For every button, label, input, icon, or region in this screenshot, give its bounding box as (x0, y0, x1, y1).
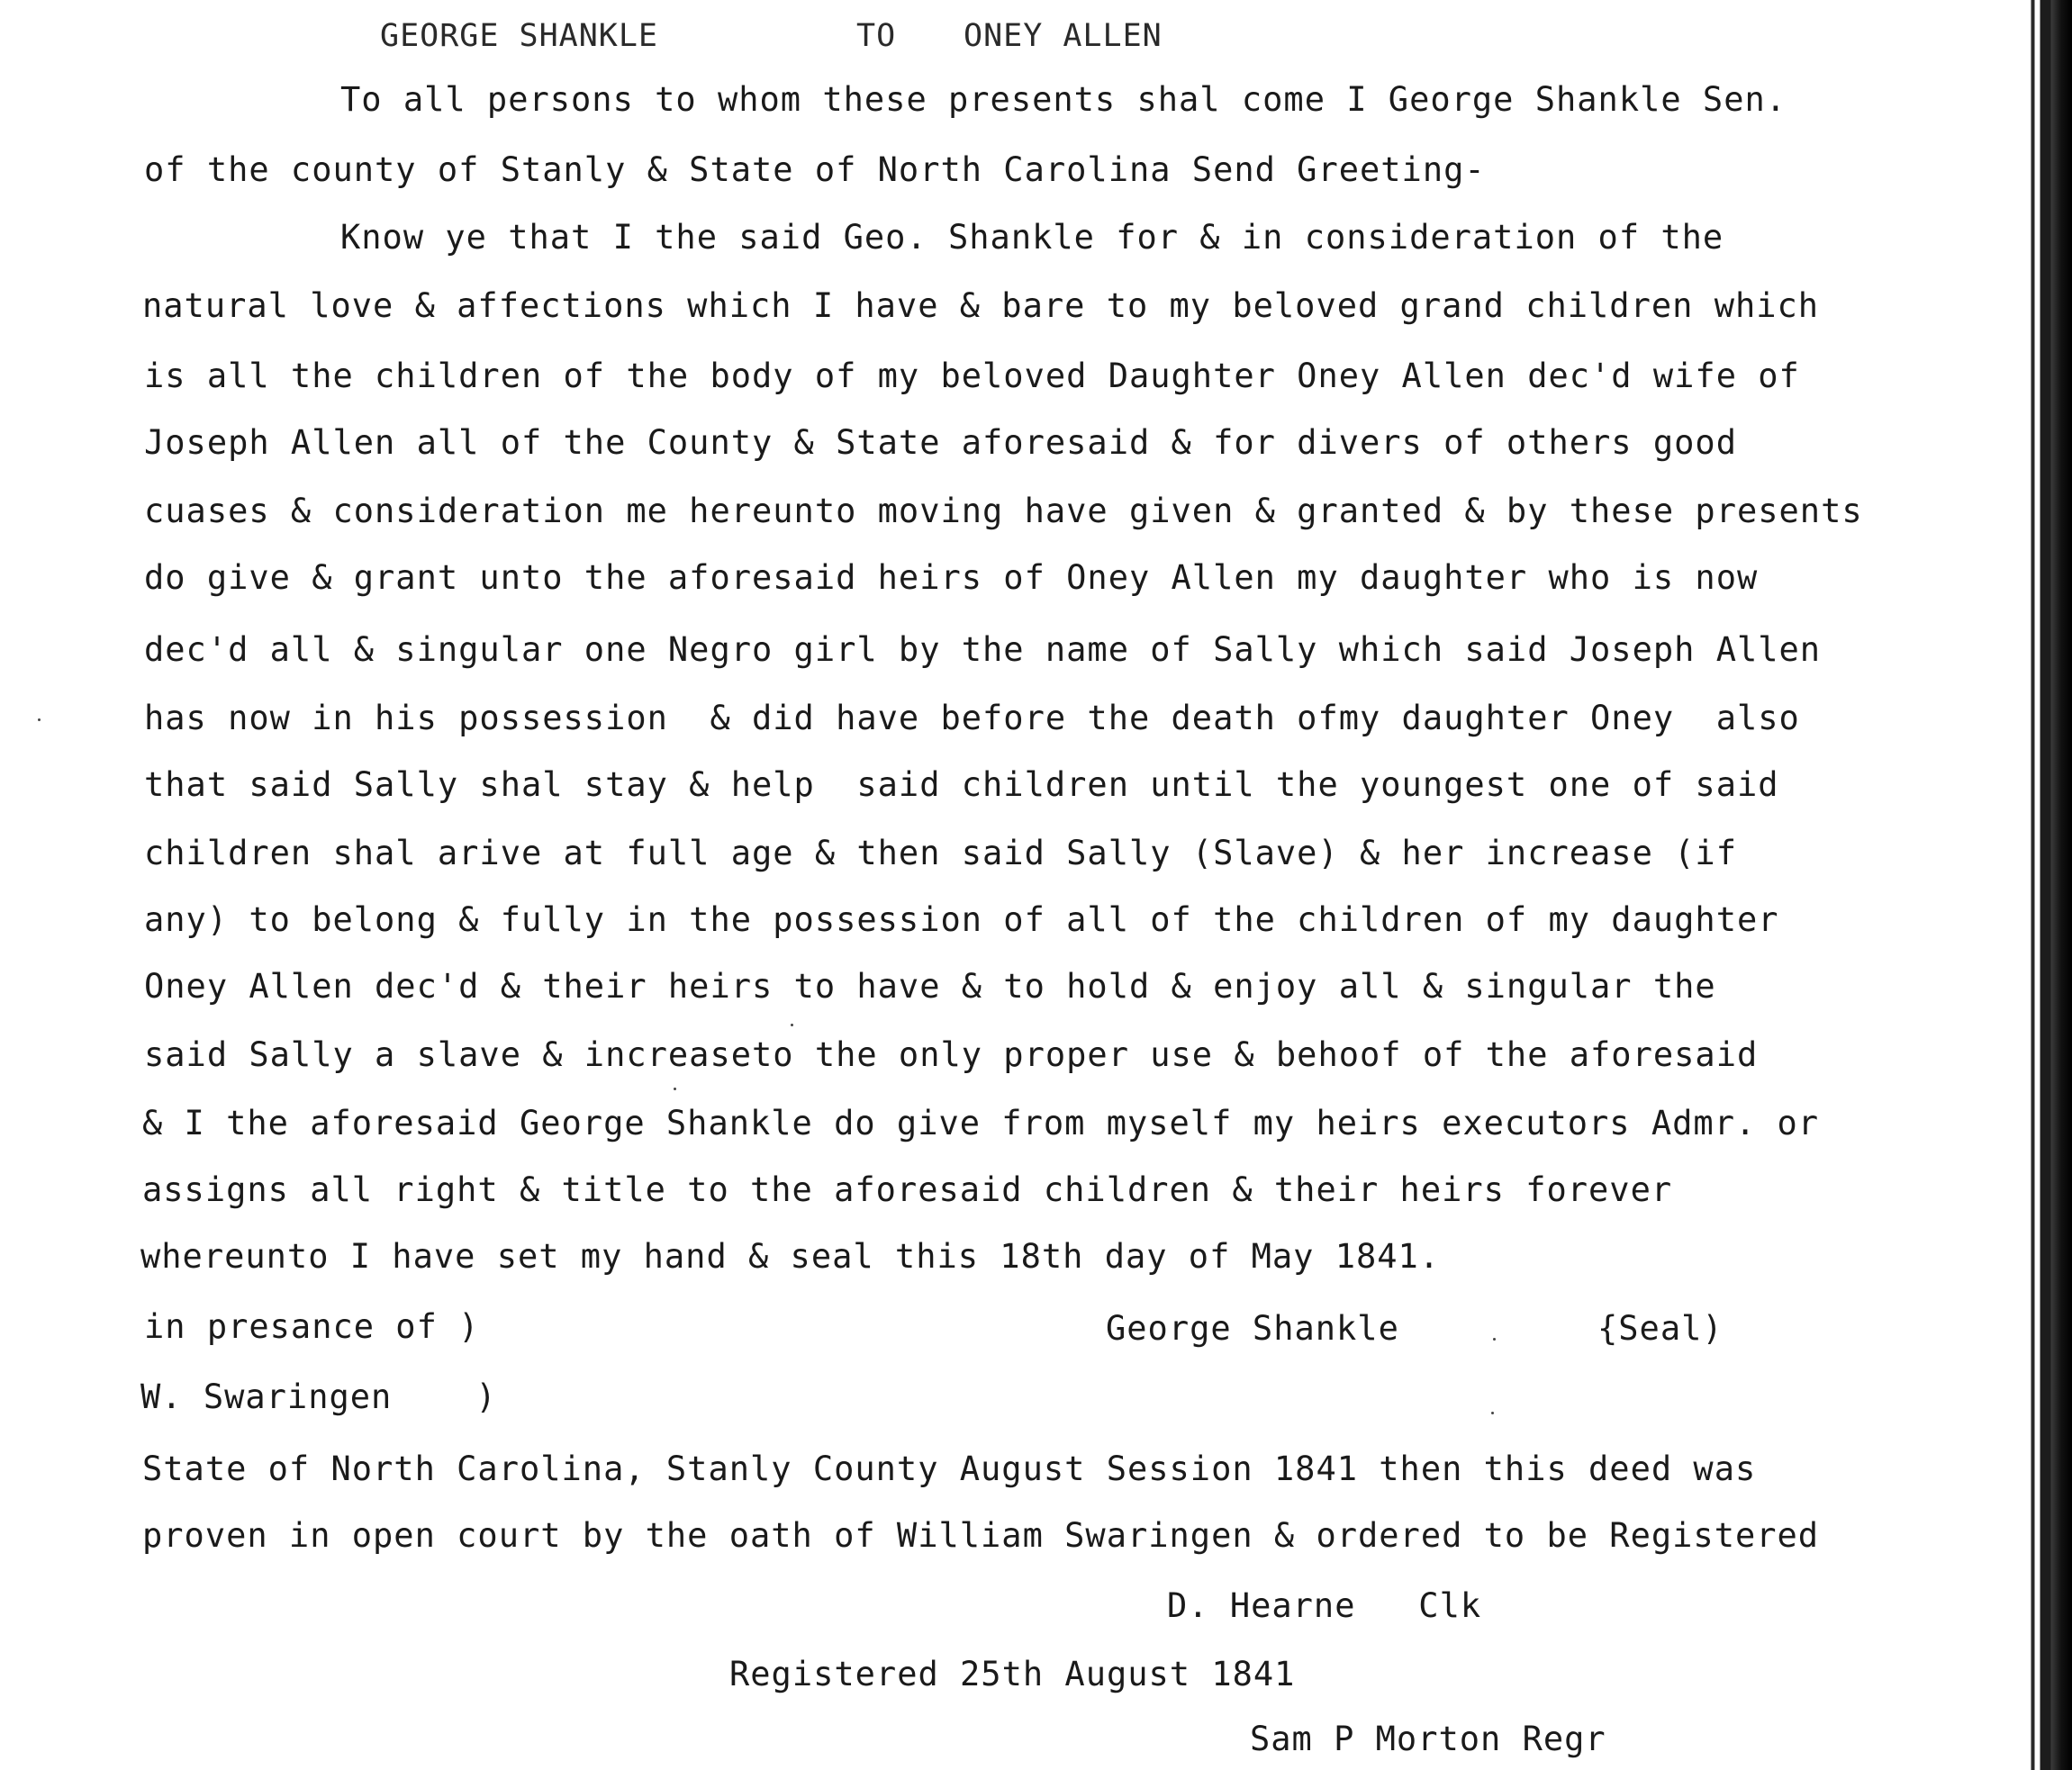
court-proving-line-2: proven in open court by the oath of William Swaringen & ordered to be Registered (142, 1516, 1820, 1555)
body-line: & I the aforesaid George Shankle do give from myself my heirs executors Admr. or (142, 1104, 1820, 1142)
body-line: children shal arive at full age & then said Sally (Slave) & her increase (if (144, 834, 1737, 872)
body-line: To all persons to whom these presents shal come I George Shankle Sen. (340, 80, 1787, 119)
paper-speck (1491, 1412, 1494, 1414)
body-line: whereunto I have set my hand & seal this 18th day of May 1841. (140, 1237, 1441, 1276)
witness-name: W. Swaringen ) (140, 1377, 497, 1416)
register-signature: Sam P Morton Regr (1250, 1720, 1606, 1758)
body-line: assigns all right & title to the aforesaid children & their heirs forever (142, 1170, 1673, 1209)
body-line: of the county of Stanly & State of North Carolina Send Greeting- (144, 150, 1486, 189)
registration-date: Registered 25th August 1841 (729, 1655, 1296, 1693)
paper-speck (38, 718, 41, 721)
body-line: has now in his possession & did have before the death ofmy daughter Oney also (144, 699, 1800, 737)
paper-speck (1493, 1338, 1496, 1341)
body-line: said Sally a slave & increaseto the only proper use & behoof of the aforesaid (144, 1035, 1759, 1074)
title-to: TO (856, 18, 897, 54)
body-line: dec'd all & singular one Negro girl by the name of Sally which said Joseph Allen (144, 630, 1822, 669)
title-grantee: ONEY ALLEN (964, 18, 1163, 54)
body-line: any) to belong & fully in the possession of all of the children of my daughter (144, 900, 1779, 939)
paper-speck (674, 1088, 676, 1090)
witness-presence-label: in presance of ) (144, 1307, 480, 1346)
signature-name: George Shankle (1106, 1309, 1399, 1348)
body-line: Joseph Allen all of the County & State aforesaid & for divers of others good (144, 423, 1737, 462)
paper-speck (791, 1024, 793, 1026)
body-line: Oney Allen dec'd & their heirs to have & to hold & enjoy all & singular the (144, 967, 1716, 1006)
body-line: cuases & consideration me hereunto moving have given & granted & by these presents (144, 492, 1863, 530)
body-line: Know ye that I the said Geo. Shankle for & in consideration of the (340, 218, 1724, 257)
signature-seal: {Seal) (1597, 1309, 1724, 1348)
body-line: that said Sally shal stay & help said children until the youngest one of said (144, 765, 1779, 804)
body-line: do give & grant unto the aforesaid heirs of Oney Allen my daughter who is now (144, 558, 1759, 597)
body-line: is all the children of the body of my beloved Daughter Oney Allen dec'd wife of (144, 357, 1800, 395)
title-grantor: GEORGE SHANKLE (380, 18, 659, 54)
body-line: natural love & affections which I have & bare to my beloved grand children which (142, 286, 1820, 325)
clerk-signature: D. Hearne Clk (1167, 1586, 1482, 1625)
scanned-page-edge (2025, 0, 2072, 1770)
court-proving-line-1: State of North Carolina, Stanly County August Session 1841 then this deed was (142, 1449, 1757, 1488)
